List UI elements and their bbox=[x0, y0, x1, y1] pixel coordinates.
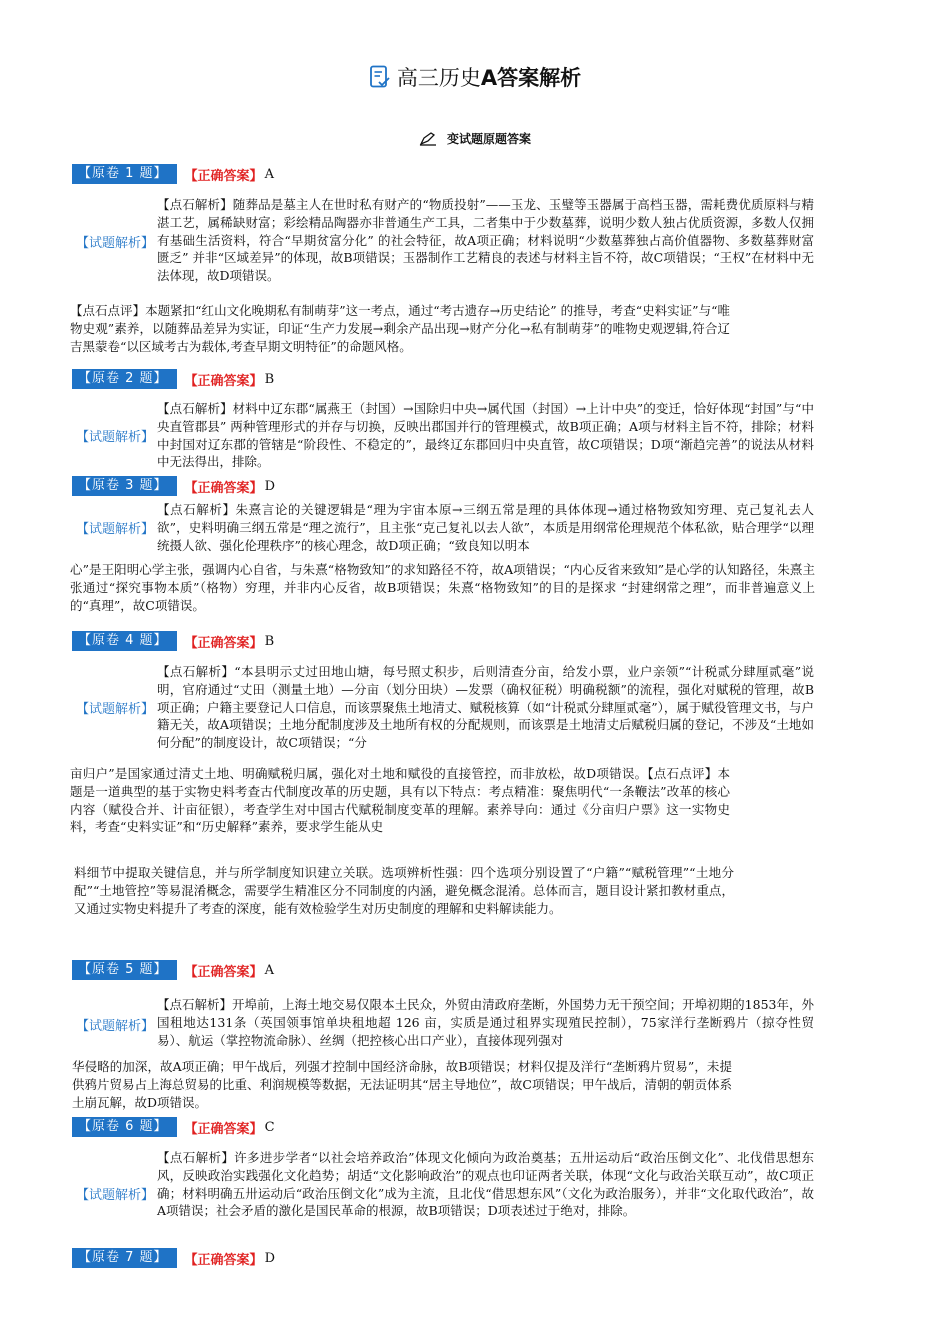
answer-value: C bbox=[264, 1119, 275, 1135]
analysis-label: 【试题解析】 bbox=[76, 522, 155, 537]
analysis-label: 【试题解析】 bbox=[76, 236, 155, 251]
title-bold: A答案解析 bbox=[480, 66, 582, 90]
analysis-text: 【点石解析】随葬品是墓主人在世时私有财产的“物质投射”——玉龙、玉璧等玉器属于高档玉器，需耗费优质原料与精湛工艺，属稀缺财富；彩绘精品陶器亦非普通生产工具，二者集中于少数墓葬，说明少数人独占优质资源，多数人仅拥有基础生活资料，符合“早期贫富分化” 的社会特征，故A项正确；材料说明“少数墓葬独占高价值器物、多数墓葬财富匮乏” 并非“区域差异”的体现，故B项错误；玉器制作工艺精良的表述与材料主旨不符，故C项错误；“王权”在材料中无法体现，故D项错误。 bbox=[157, 197, 814, 284]
question-header bbox=[72, 476, 275, 496]
answer-label: 【正确答案】 bbox=[184, 1252, 263, 1268]
analysis-text: 【点石解析】开埠前，上海土地交易仅限本土民众，外贸由清政府垄断，外国势力无干预空间；开埠初期的1853年，外国租地达131条（英国领事馆单块租地超 126 亩，实质是通过租界实现殖民控制），75家洋行垄断鸦片（掠夺性贸易）、航运（掌控物流命脉）、丝绸（把控核心出口产业），直接体现列强对 bbox=[157, 997, 814, 1048]
section-title bbox=[0, 130, 950, 149]
analysis-text: 【点石解析】许多进步学者“以社会培养政治”体现文化倾向为政治奠基；五卅运动后“政治压倒文化”、北伐借思想东风，反映政治实践强化文化趋势；胡适“文化影响政治”的观点也印证两者关联，体现“文化与政治关联互动”，故C项正确；材料明确五卅运动后“政治压倒文化”成为主流，且北伐“借思想东风”（文化为政治服务），并非“文化取代政治”，故A项错误；社会矛盾的激化是国民革命的根源，故B项错误；D项表述过于绝对，排除。 bbox=[157, 1150, 814, 1219]
answer-label: 【正确答案】 bbox=[184, 480, 263, 496]
question-header bbox=[72, 1248, 275, 1268]
question-tag: 【原卷 6 题】 bbox=[72, 1117, 177, 1137]
analysis-text: 【点石解析】材料中辽东郡“属燕王（封国）→国除归中央→属代国（封国）→上计中央”的变迁，恰好体现“封国”与“中央直管郡县” 两种管理形式的并存与切换，反映出郡国并行的管理模式，故B项正确；A项与材料主旨不符，排除；材料中封国对辽东郡的管辖是“阶段性、不稳定的”，最终辽东郡回归中央直管，故C项错误；D项“渐趋完善”的说法从材料中无法得出，排除。 bbox=[157, 401, 814, 470]
section-title-text: 变试题原题答案 bbox=[446, 132, 531, 146]
question-tag: 【原卷 4 题】 bbox=[72, 631, 177, 651]
question-tag: 【原卷 3 题】 bbox=[72, 476, 177, 496]
analysis-text-continued: 心”是王阳明心学主张，强调内心自省，与朱熹“格物致知”的求知路径不符，故A项错误；“内心反省来致知”是心学的认知路径，朱熹主张通过“探究事物本质”（格物）穷理，并非内心反省，故B项错误；朱熹“格物致知”的目的是探求 “封建纲常之理”，而非普遍意义上的“真理”，故C项错误。 bbox=[70, 562, 815, 613]
question-header bbox=[72, 960, 274, 980]
analysis-label: 【试题解析】 bbox=[76, 702, 155, 717]
comment-text: 【点石点评】本题紧扣“红山文化晚期私有制萌芽”这一考点，通过“考古遗存→历史结论” 的推导，考查“史料实证”与“唯物史观”素养，以随葬品差异为实证，印证“生产力发展→剩余产品出现→财产分化→私有制萌芽”的唯物史观逻辑,符合辽吉黑蒙卷“以区域考古为载体,考查早期文明特征”的命题风格。 bbox=[70, 303, 730, 354]
question-header bbox=[72, 164, 274, 184]
analysis-label: 【试题解析】 bbox=[76, 1188, 155, 1203]
analysis-text-continued: 亩归户”是国家通过清丈土地、明确赋税归属，强化对土地和赋役的直接管控，而非放松，故D项错误。【点石点评】本题是一道典型的基于实物史料考查古代制度改革的历史题，具有以下特点：考点精准：聚焦明代“一条鞭法”改革的核心内容（赋役合并、计亩征银），考查学生对中国古代赋税制度变革的理解。素养导向：通过《分亩归户票》这一实物史料，考查“史料实证”和“历史解释”素养，要求学生能从史 bbox=[70, 766, 730, 835]
answer-value: D bbox=[264, 478, 275, 494]
analysis-text: 【点石解析】“本县明示丈过田地山塘，每号照丈积步，后则清查分亩，给发小票，业户亲领”“计税贰分肆厘贰毫”说明，官府通过“丈田（测量土地）—分亩（划分田块）—发票（确权征税）明确税额”的流程，强化对赋税的管理，故B项正确；户籍主要登记人口信息，而该票聚焦土地清丈、赋税核算（如“计税贰分肆厘贰毫”），属于赋役管理文书，与户籍无关，故A项错误；土地分配制度涉及土地所有权的分配规则，而该票是土地清丈后赋税归属的登记，不涉及“土地如何分配”的制度设计，故C项错误；“分 bbox=[157, 664, 814, 751]
comment-text-continued: 料细节中提取关键信息，并与所学制度知识建立关联。选项辨析性强：四个选项分别设置了“户籍”“赋税管理”“土地分配”“土地管控”等易混淆概念，需要学生精准区分不同制度的内涵，避免概念混淆。总体而言，题目设计紧扣教材重点，又通过实物史料提升了考查的深度，能有效检验学生对历史制度的理解和史料解读能力。 bbox=[74, 865, 734, 916]
question-tag: 【原卷 1 题】 bbox=[72, 164, 177, 184]
answer-label: 【正确答案】 bbox=[184, 1121, 263, 1137]
answer-label: 【正确答案】 bbox=[184, 373, 263, 389]
answer-value: B bbox=[264, 371, 275, 387]
analysis-text-continued: 华侵略的加深，故A项正确；甲午战后，列强才控制中国经济命脉，故B项错误；材料仅提及洋行“垄断鸦片贸易”，未提供鸦片贸易占上海总贸易的比重、利润规模等数据，无法证明其“居主导地位”，故C项错误；甲午战后，清朝的朝贡体系土崩瓦解，故D项错误。 bbox=[72, 1059, 732, 1110]
question-header bbox=[72, 369, 274, 389]
answer-value: D bbox=[264, 1250, 275, 1266]
answer-label: 【正确答案】 bbox=[184, 964, 263, 980]
question-tag: 【原卷 7 题】 bbox=[72, 1248, 177, 1268]
answer-value: A bbox=[264, 166, 274, 182]
answer-value: B bbox=[264, 633, 275, 649]
question-header bbox=[72, 1117, 275, 1137]
pen-icon bbox=[419, 132, 437, 149]
title-prefix: 高三历史 bbox=[396, 66, 481, 90]
question-tag: 【原卷 2 题】 bbox=[72, 369, 177, 389]
analysis-text: 【点石解析】朱熹言论的关键逻辑是“理为宇宙本原→三纲五常是理的具体体现→通过格物致知穷理、克己复礼去人欲”，史料明确三纲五常是“理之流行”，且主张“克己复礼以去人欲”，本质是用纲常伦理规范个体私欲，贴合理学“以理统摄人欲、强化伦理秩序”的核心理念，故D项正确；“致良知以明本 bbox=[157, 502, 814, 553]
answer-value: A bbox=[264, 962, 274, 978]
page-title bbox=[0, 62, 950, 94]
question-tag: 【原卷 5 题】 bbox=[72, 960, 177, 980]
answer-label: 【正确答案】 bbox=[184, 635, 263, 651]
answer-label: 【正确答案】 bbox=[184, 168, 263, 184]
analysis-label: 【试题解析】 bbox=[76, 430, 155, 445]
document-check-icon bbox=[369, 65, 391, 94]
question-header bbox=[72, 631, 274, 651]
analysis-label: 【试题解析】 bbox=[76, 1019, 155, 1034]
